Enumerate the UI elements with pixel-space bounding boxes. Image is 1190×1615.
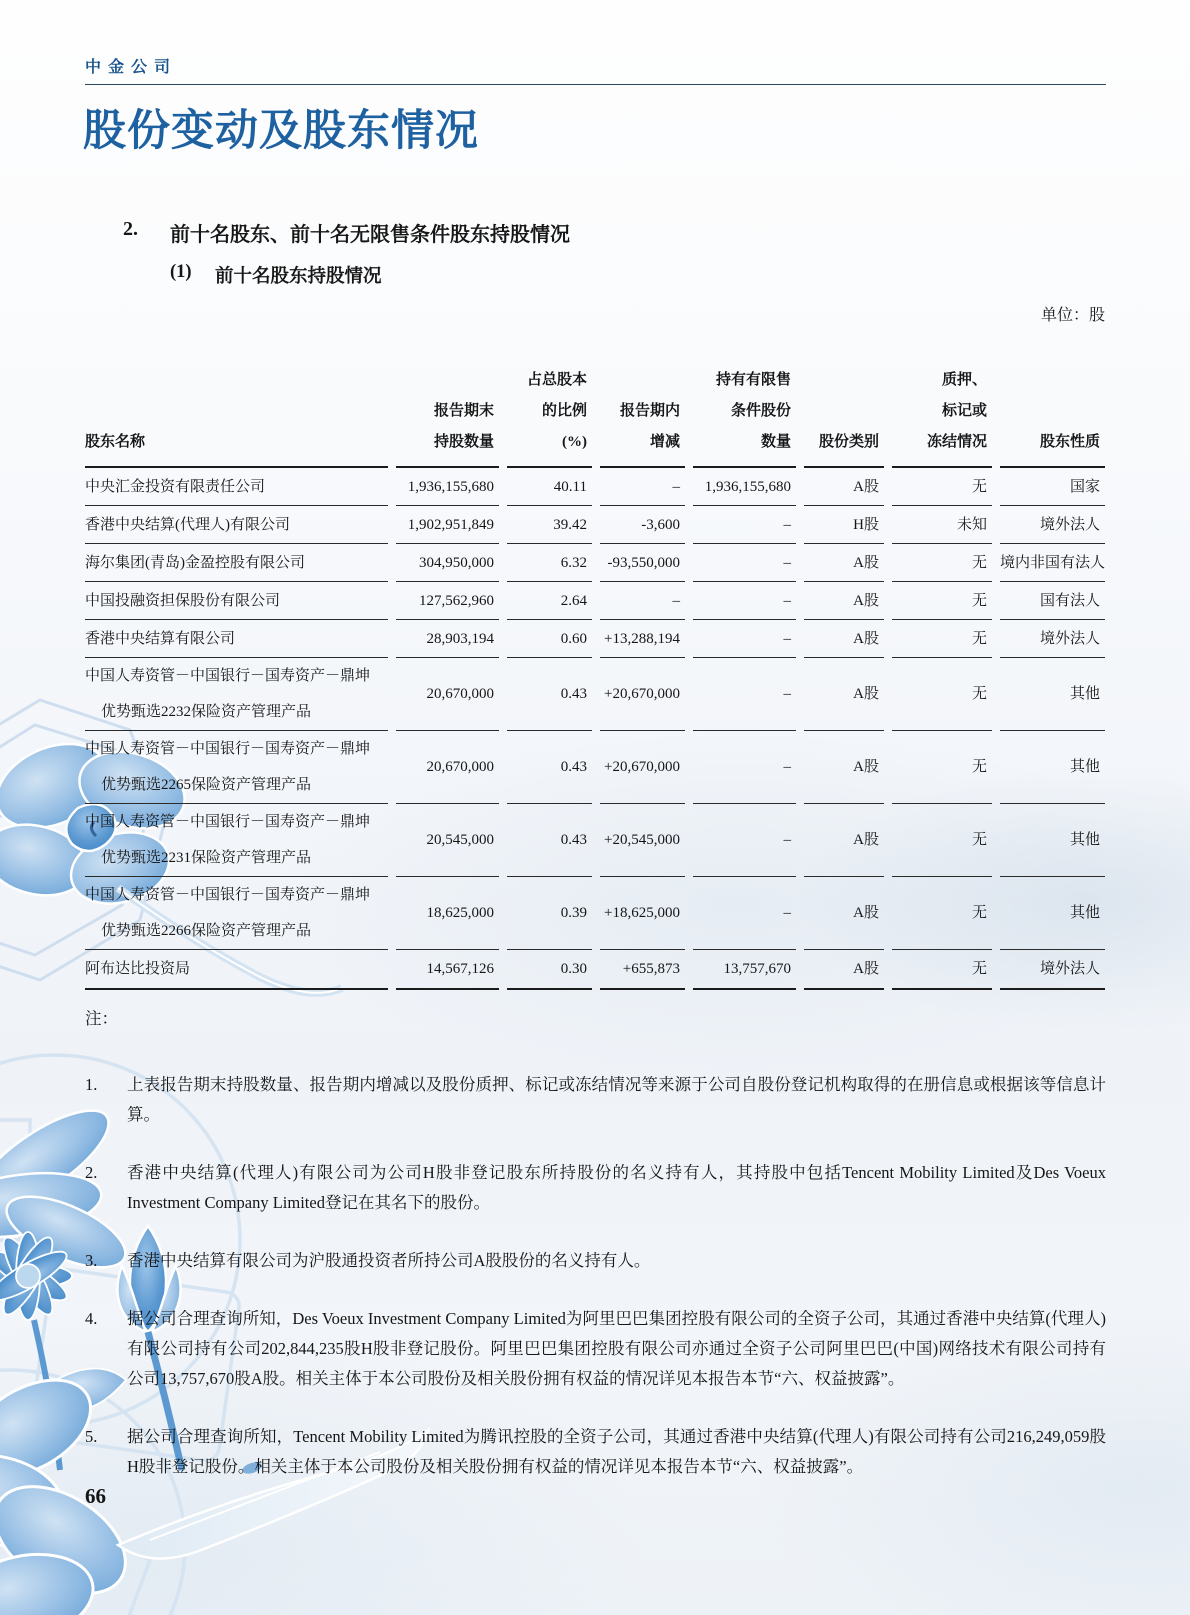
shareholder-name: 海尔集团(青岛)金盈控股有限公司	[85, 554, 305, 571]
nature-cell: 境外法人	[1000, 506, 1105, 544]
nature-cell: 境外法人	[1000, 620, 1105, 658]
note-item	[85, 1158, 1106, 1218]
change-cell: –	[600, 468, 685, 506]
table-row	[85, 877, 1105, 950]
table-row	[85, 506, 1105, 544]
section-number: 2.	[123, 218, 138, 240]
note-number: 3.	[85, 1251, 98, 1270]
shares-end-cell: 18,625,000	[396, 877, 499, 950]
page-number: 66	[85, 1484, 106, 1508]
subsection-number: (1)	[170, 262, 192, 282]
shares-end-cell: 127,562,960	[396, 582, 499, 620]
shareholder-name: 阿布达比投资局	[85, 961, 191, 977]
share-class-cell: A股	[804, 658, 884, 731]
percent-cell: 0.43	[507, 804, 592, 877]
percent-cell: 0.39	[507, 877, 592, 950]
notes-label: 注：	[85, 1009, 118, 1028]
change-cell: -3,600	[600, 506, 685, 544]
shares-end-cell: 1,936,155,680	[396, 468, 499, 506]
pledge-cell: 无	[892, 877, 992, 950]
shareholder-name: 香港中央结算有限公司	[85, 630, 236, 647]
share-class-cell: A股	[804, 731, 884, 804]
shareholder-name: 中央汇金投资有限责任公司	[85, 478, 266, 495]
nature-cell: 国家	[1000, 468, 1105, 506]
shares-end-cell: 28,903,194	[396, 620, 499, 658]
col-header-pledge: 质押、 标记或 冻结情况	[892, 356, 992, 468]
table-row	[85, 950, 1105, 990]
pledge-cell: 无	[892, 731, 992, 804]
note-number: 1.	[85, 1075, 98, 1094]
percent-cell: 0.43	[507, 731, 592, 804]
restricted-cell: –	[693, 506, 796, 544]
percent-cell: 6.32	[507, 544, 592, 582]
change-cell: +18,625,000	[600, 877, 685, 950]
pledge-cell: 无	[892, 950, 992, 990]
restricted-cell: –	[693, 582, 796, 620]
nature-cell: 其他	[1000, 877, 1105, 950]
share-class-cell: A股	[804, 582, 884, 620]
note-item	[85, 1422, 1106, 1482]
shareholder-name: 中国投融资担保股份有限公司	[85, 592, 281, 609]
col-header-change: 报告期内 增减	[600, 356, 685, 468]
change-cell: +20,545,000	[600, 804, 685, 877]
table-row	[85, 582, 1105, 620]
col-header-share-class: 股份类别	[804, 356, 884, 468]
nature-cell: 其他	[1000, 731, 1105, 804]
col-header-percent: 占总股本 的比例 (%)	[507, 356, 592, 468]
note-number: 2.	[85, 1163, 98, 1182]
shareholder-name: 香港中央结算(代理人)有限公司	[85, 516, 290, 533]
restricted-cell: –	[693, 731, 796, 804]
col-header-restricted: 持有有限售 条件股份 数量	[693, 356, 796, 468]
share-class-cell: H股	[804, 506, 884, 544]
share-class-cell: A股	[804, 877, 884, 950]
percent-cell: 0.60	[507, 620, 592, 658]
shareholder-name: 中国人寿资管－中国银行－国寿资产－鼎坤优势甄选2231保险资产管理产品	[85, 814, 371, 866]
note-text: 据公司合理查询所知，Tencent Mobility Limited为腾讯控股的全资子公司，其通过香港中央结算(代理人)有限公司持有公司216,249,059股H股非登记股份。相关主体于本公司股份及相关股份拥有权益的情况详见本报告本节“六、权益披露”。	[127, 1427, 1106, 1476]
shares-end-cell: 304,950,000	[396, 544, 499, 582]
change-cell: +20,670,000	[600, 731, 685, 804]
table-row	[85, 620, 1105, 658]
col-header-shares-end: 报告期末 持股数量	[396, 356, 499, 468]
note-text: 据公司合理查询所知，Des Voeux Investment Company Limited为阿里巴巴集团控股有限公司的全资子公司，其通过香港中央结算(代理人)有限公司持有公司202,844,235股H股非登记股份。阿里巴巴集团控股有限公司亦通过全资子公司阿里巴巴(中国)网络技术有限公司持有公司13,757,670股A股。相关主体于本公司股份及相关股份拥有权益的情况详见本报告本节“六、权益披露”。	[127, 1309, 1106, 1388]
restricted-cell: 13,757,670	[693, 950, 796, 990]
change-cell: –	[600, 582, 685, 620]
note-number: 5.	[85, 1427, 98, 1446]
col-header-shareholder-name: 股东名称	[85, 356, 388, 468]
restricted-cell: –	[693, 658, 796, 731]
note-item	[85, 1070, 1106, 1130]
share-class-cell: A股	[804, 468, 884, 506]
pledge-cell: 无	[892, 620, 992, 658]
note-text: 上表报告期末持股数量、报告期内增减以及股份质押、标记或冻结情况等来源于公司自股份登记机构取得的在册信息或根据该等信息计算。	[127, 1075, 1106, 1124]
note-text: 香港中央结算有限公司为沪股通投资者所持公司A股股份的名义持有人。	[127, 1251, 651, 1270]
shares-end-cell: 20,670,000	[396, 731, 499, 804]
subsection-heading	[170, 262, 382, 288]
top-shareholders-table	[85, 356, 1113, 990]
section-heading	[123, 218, 570, 247]
notes-section	[85, 1004, 1106, 1510]
share-class-cell: A股	[804, 804, 884, 877]
restricted-cell: 1,936,155,680	[693, 468, 796, 506]
restricted-cell: –	[693, 544, 796, 582]
table-row	[85, 731, 1105, 804]
pledge-cell: 无	[892, 468, 992, 506]
table-row	[85, 544, 1105, 582]
percent-cell: 40.11	[507, 468, 592, 506]
shares-end-cell: 20,545,000	[396, 804, 499, 877]
nature-cell: 境内非国有法人	[1000, 544, 1105, 582]
note-number: 4.	[85, 1309, 98, 1328]
table-row	[85, 658, 1105, 731]
shares-end-cell: 20,670,000	[396, 658, 499, 731]
change-cell: +13,288,194	[600, 620, 685, 658]
share-class-cell: A股	[804, 544, 884, 582]
percent-cell: 0.43	[507, 658, 592, 731]
restricted-cell: –	[693, 620, 796, 658]
note-item	[85, 1246, 1106, 1276]
note-item	[85, 1304, 1106, 1394]
section-title: 前十名股东、前十名无限售条件股东持股情况	[170, 224, 570, 246]
nature-cell: 境外法人	[1000, 950, 1105, 990]
shareholder-name: 中国人寿资管－中国银行－国寿资产－鼎坤优势甄选2265保险资产管理产品	[85, 741, 371, 793]
share-class-cell: A股	[804, 950, 884, 990]
pledge-cell: 无	[892, 582, 992, 620]
share-class-cell: A股	[804, 620, 884, 658]
nature-cell: 国有法人	[1000, 582, 1105, 620]
nature-cell: 其他	[1000, 804, 1105, 877]
nature-cell: 其他	[1000, 658, 1105, 731]
shares-end-cell: 1,902,951,849	[396, 506, 499, 544]
table-row	[85, 468, 1105, 506]
percent-cell: 39.42	[507, 506, 592, 544]
pledge-cell: 无	[892, 804, 992, 877]
pledge-cell: 无	[892, 544, 992, 582]
percent-cell: 2.64	[507, 582, 592, 620]
percent-cell: 0.30	[507, 950, 592, 990]
company-brand: 中金公司	[85, 59, 178, 76]
unit-label: 单位：股	[1040, 307, 1105, 324]
shareholder-name: 中国人寿资管－中国银行－国寿资产－鼎坤优势甄选2266保险资产管理产品	[85, 887, 371, 939]
col-header-nature: 股东性质	[1000, 356, 1105, 468]
change-cell: +655,873	[600, 950, 685, 990]
shareholder-name: 中国人寿资管－中国银行－国寿资产－鼎坤优势甄选2232保险资产管理产品	[85, 668, 371, 720]
header-rule	[85, 84, 1106, 85]
change-cell: -93,550,000	[600, 544, 685, 582]
page-title: 股份变动及股东情况	[83, 108, 479, 155]
subsection-title: 前十名股东持股情况	[215, 267, 382, 287]
pledge-cell: 无	[892, 658, 992, 731]
table-row	[85, 804, 1105, 877]
pledge-cell: 未知	[892, 506, 992, 544]
change-cell: +20,670,000	[600, 658, 685, 731]
note-text: 香港中央结算(代理人)有限公司为公司H股非登记股东所持股份的名义持有人，其持股中包括Tencent Mobility Limited及Des Voeux Investment Company Limited登记在其名下的股份。	[127, 1163, 1106, 1212]
restricted-cell: –	[693, 804, 796, 877]
restricted-cell: –	[693, 877, 796, 950]
shares-end-cell: 14,567,126	[396, 950, 499, 990]
table-header-row	[85, 356, 1105, 468]
